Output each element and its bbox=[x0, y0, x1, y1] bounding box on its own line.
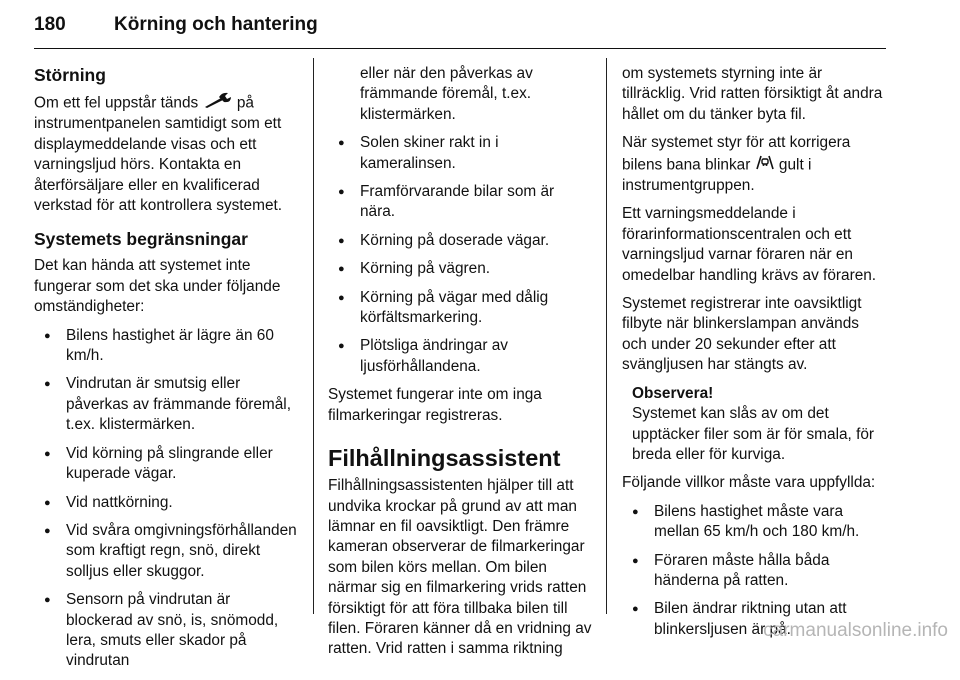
indicator-text-end: gult i instrumentgruppen. bbox=[622, 155, 812, 195]
wrench-icon bbox=[203, 92, 233, 114]
column-right bbox=[622, 64, 888, 648]
list-item: ● Körning på doserade vägar. bbox=[328, 231, 592, 251]
list-item: ● Framförvarande bilar som är nära. bbox=[328, 182, 592, 223]
list-item: ● Sensorn på vindrutan är blockerad av snö, is, snömodd, lera, smuts eller skador på vindrutan bbox=[34, 590, 298, 672]
column-left bbox=[34, 64, 298, 680]
list-item: ● Körning på vägar med dålig körfältsmarkering. bbox=[328, 288, 592, 329]
list-item: ● Bilens hastighet måste vara mellan 65 km/h och 180 km/h. bbox=[622, 502, 888, 543]
no-markings-paragraph: Systemet fungerar inte om inga filmarkeringar registreras. bbox=[328, 386, 542, 424]
fault-paragraph bbox=[34, 92, 298, 216]
limitations-list bbox=[34, 326, 298, 672]
fault-text-end: på instrumentpanelen samtidigt som ett displaymeddelande visas och ett varningsljud hörs. Kontakta en återförsäljare eller en kvalificerad verkstad för att kontrollera systemet. bbox=[34, 94, 283, 215]
list-item: ● Bilen ändrar riktning utan att blinkersljusen är på. bbox=[622, 599, 888, 640]
column-divider bbox=[606, 58, 607, 614]
limitations-list-continued bbox=[328, 64, 592, 377]
limitations-intro: Det kan hända att systemet inte fungerar som det ska under följande omständigheter: bbox=[34, 257, 281, 316]
warning-paragraph: Ett varningsmeddelande i förarinformationscentralen och ett varningsljud varnar föraren när en omedelbar handling krävs av föraren. bbox=[622, 205, 877, 284]
column-divider bbox=[313, 58, 314, 614]
lane-assist-intro: Filhållningsassistenten hjälper till att undvika krockar på grund av att man lämnar en fil oavsiktligt. Den främre kameran observerar de filmarkeringar som bilen körs mellan. Om bilen närmar sig en filmarkering vrids ratten försiktigt för att föra tillbaka bilen till filen. Föraren känner då en vridning av ratten. Vrid ratten i samma riktning bbox=[328, 477, 592, 658]
page-header bbox=[34, 10, 886, 49]
list-item: ● Bilens hastighet är lägre än 60 km/h. bbox=[34, 326, 298, 367]
note-title: Observera! bbox=[632, 384, 714, 402]
list-item: ● Körning på vägren. bbox=[328, 259, 592, 279]
steering-paragraph: om systemets styrning inte är tillräcklig. Vrid ratten försiktigt åt andra hållet om du tänker byta fil. bbox=[622, 65, 883, 123]
fault-text-start: Om ett fel uppstår tänds bbox=[34, 94, 199, 112]
list-item-continuation bbox=[328, 64, 592, 125]
indicator-text-start: När systemet styr för att korrigera bilens bana blinkar bbox=[622, 134, 851, 173]
continuation-text: eller när den påverkas av främmande föremål, t.ex. klistermärken. bbox=[360, 65, 533, 123]
watermark: carmanualsonline.info bbox=[763, 620, 948, 641]
list-item: ● Plötsliga ändringar av ljusförhållandena. bbox=[328, 336, 592, 377]
list-item: ● Vid svåra omgivningsförhållanden som kraftigt regn, snö, direkt solljus eller skuggor. bbox=[34, 521, 298, 582]
heading-begransningar: Systemets begränsningar bbox=[34, 229, 248, 250]
heading-storning: Störning bbox=[34, 65, 106, 85]
column-middle bbox=[328, 64, 592, 668]
list-item: ● Vid körning på slingrande eller kuperade vägar. bbox=[34, 444, 298, 485]
list-item: ● Vindrutan är smutsig eller påverkas av främmande föremål, t.ex. klistermärken. bbox=[34, 374, 298, 435]
note-text: Systemet kan slås av om det upptäcker filer som är för smala, för breda eller för kurviga. bbox=[632, 405, 875, 463]
page-number: 180 bbox=[34, 14, 66, 35]
indicator-paragraph bbox=[622, 133, 888, 196]
list-item: ● Vid nattkörning. bbox=[34, 493, 298, 513]
list-item: ● Solen skiner rakt in i kameralinsen. bbox=[328, 133, 592, 174]
chapter-title: Körning och hantering bbox=[114, 14, 318, 35]
lane-keep-assist-icon bbox=[755, 154, 775, 176]
list-item: ● Föraren måste hålla båda händerna på ratten. bbox=[622, 551, 888, 592]
conditions-intro: Följande villkor måste vara uppfyllda: bbox=[622, 474, 876, 492]
blinker-paragraph: Systemet registrerar inte oavsiktligt filbyte när blinkerslampan används och under 20 sekunder efter att svängljusen har stängts av. bbox=[622, 295, 862, 374]
note-box bbox=[622, 384, 888, 466]
heading-filhallningsassistent: Filhållningsassistent bbox=[328, 445, 561, 472]
